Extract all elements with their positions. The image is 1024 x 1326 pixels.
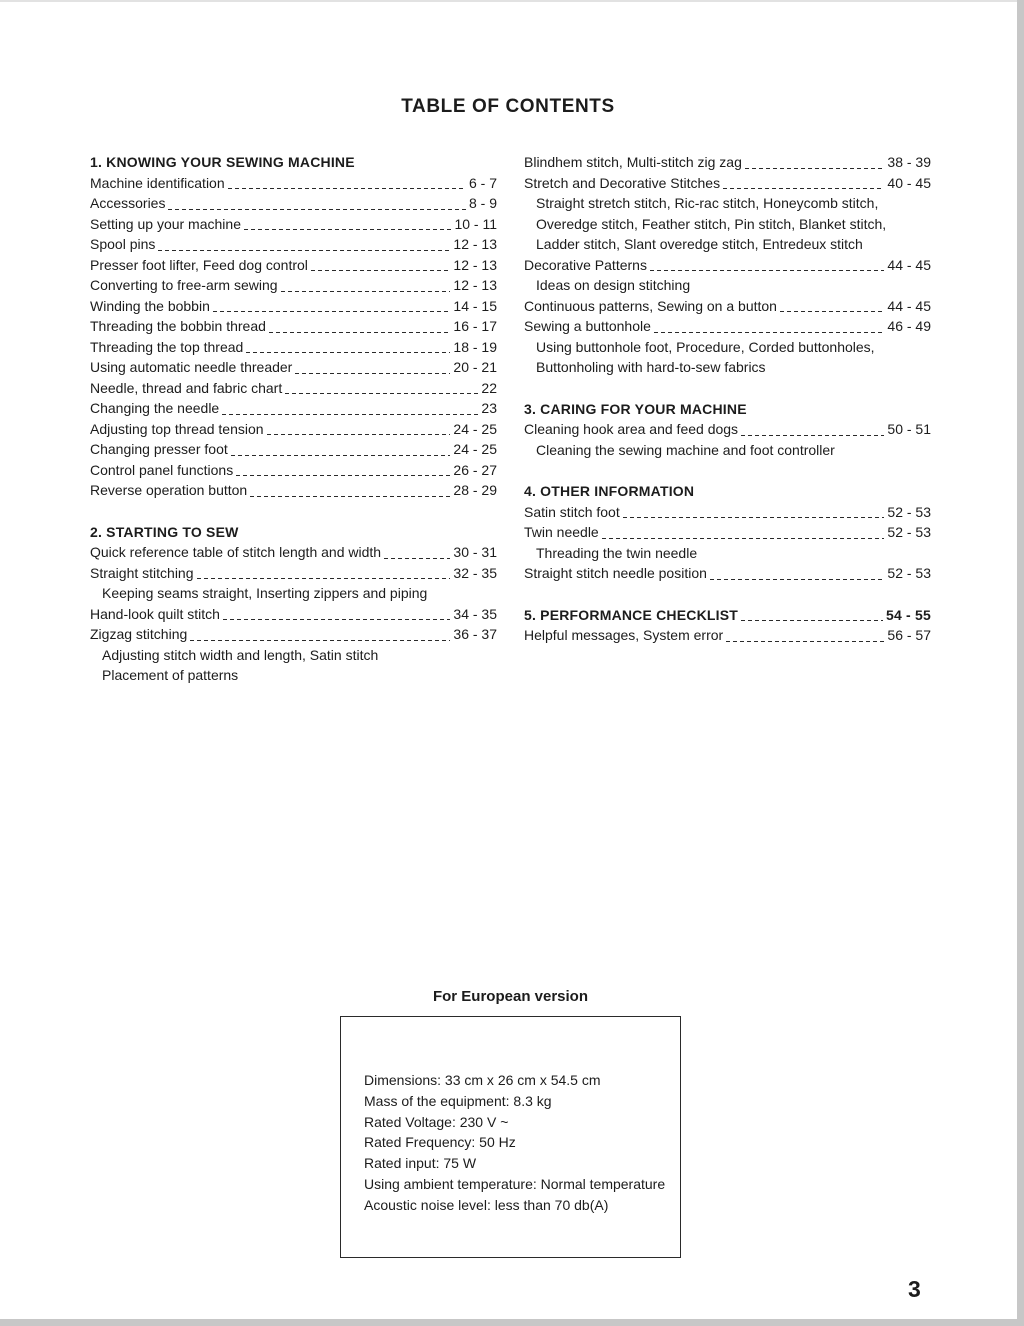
toc-entry-label: Spool pins xyxy=(90,236,156,252)
toc-sub-entry xyxy=(524,543,931,564)
toc-page-numbers: 16 - 17 xyxy=(453,318,497,334)
toc-entry-label: 3. CARING FOR YOUR MACHINE xyxy=(524,400,747,417)
toc-entry xyxy=(90,316,497,337)
toc-page-numbers: 6 - 7 xyxy=(468,174,497,191)
toc-entry-label: Keeping seams straight, Inserting zippers and piping xyxy=(102,585,428,601)
toc-leader xyxy=(158,250,450,251)
toc-entry xyxy=(90,173,497,194)
toc-page-numbers: 30 - 31 xyxy=(453,544,497,560)
toc-entry xyxy=(524,152,931,173)
toc-page-numbers: 32 - 35 xyxy=(453,564,497,581)
toc-entry xyxy=(524,173,931,194)
toc-entry xyxy=(90,378,497,399)
toc-page-numbers: 18 - 19 xyxy=(453,338,497,355)
spec-line: Rated input: 75 W xyxy=(364,1155,477,1172)
toc-page-numbers: 36 - 37 xyxy=(453,626,497,642)
toc-entry xyxy=(90,255,497,276)
toc-leader xyxy=(384,558,450,559)
toc-leader xyxy=(223,619,450,620)
toc-leader xyxy=(236,475,450,476)
toc-page-numbers: 8 - 9 xyxy=(468,195,497,211)
toc-leader xyxy=(654,332,885,333)
toc-leader xyxy=(269,332,450,333)
toc-leader xyxy=(650,270,884,271)
toc-page-numbers: 40 - 45 xyxy=(887,174,931,191)
toc-entry-label: Reverse operation button xyxy=(90,482,248,498)
toc-entry-label: Zigzag stitching xyxy=(90,626,188,642)
toc-entry-label: Placement of patterns xyxy=(102,667,239,683)
toc-entry-label: 2. STARTING TO SEW xyxy=(90,523,239,540)
spec-line: Using ambient temperature: Normal temperature xyxy=(364,1175,666,1192)
toc-leader xyxy=(222,414,478,415)
spec-box xyxy=(340,1016,681,1258)
toc-entry xyxy=(90,604,497,625)
toc-entry xyxy=(90,624,497,645)
toc-entry-label: Setting up your machine xyxy=(90,215,241,232)
toc-leader xyxy=(741,435,884,436)
toc-page-numbers: 12 - 13 xyxy=(453,277,497,293)
toc-entry-label: Decorative Patterns xyxy=(524,256,647,273)
toc-leader xyxy=(741,620,883,621)
toc-leader xyxy=(723,188,884,189)
toc-leader xyxy=(726,641,884,642)
toc-entry-label: Sewing a buttonhole xyxy=(524,318,651,334)
toc-entry-label: Twin needle xyxy=(524,524,599,540)
toc-page-numbers: 52 - 53 xyxy=(887,524,931,540)
toc-entry-label: Control panel functions xyxy=(90,461,234,478)
toc-entry-label: Winding the bobbin xyxy=(90,297,210,314)
toc-page-numbers: 34 - 35 xyxy=(453,605,497,622)
toc-entry xyxy=(90,357,497,378)
toc-page-numbers: 38 - 39 xyxy=(887,154,931,170)
toc-leader xyxy=(285,393,478,394)
toc-section-heading xyxy=(524,481,931,502)
toc-entry-label: Cleaning hook area and feed dogs xyxy=(524,421,739,437)
toc-entry-label: Continuous patterns, Sewing on a button xyxy=(524,297,777,314)
toc-sub-entry xyxy=(524,357,931,378)
toc-entry xyxy=(90,419,497,440)
toc-entry-label: 4. OTHER INFORMATION xyxy=(524,483,695,499)
toc-entry-label: Straight stretch stitch, Ric-rac stitch, Honeycomb stitch, xyxy=(536,195,879,211)
toc-leader xyxy=(267,434,451,435)
toc-entry-label: Helpful messages, System error xyxy=(524,627,724,643)
toc-entry-label: Machine identification xyxy=(90,174,225,191)
page-title: TABLE OF CONTENTS xyxy=(401,96,615,117)
toc-sub-entry xyxy=(524,193,931,214)
toc-entry xyxy=(524,625,931,646)
toc-entry xyxy=(90,337,497,358)
toc-entry xyxy=(90,234,497,255)
toc-column-left xyxy=(90,152,497,686)
toc-entry xyxy=(90,480,497,501)
toc-entry-label: 1. KNOWING YOUR SEWING MACHINE xyxy=(90,154,355,170)
toc-sub-entry xyxy=(90,645,497,666)
toc-entry-label: Overedge stitch, Feather stitch, Pin stitch, Blanket stitch, xyxy=(536,215,887,232)
toc-page-numbers: 46 - 49 xyxy=(887,318,931,334)
toc-sub-entry xyxy=(524,234,931,255)
toc-entry-label: Accessories xyxy=(90,195,166,211)
spec-line: Dimensions: 33 cm x 26 cm x 54.5 cm xyxy=(364,1072,601,1088)
toc-page-numbers: 24 - 25 xyxy=(453,441,497,457)
toc-entry-label: Using automatic needle threader xyxy=(90,359,293,375)
toc-leader xyxy=(244,229,451,230)
toc-entry-label: Cleaning the sewing machine and foot controller xyxy=(536,441,835,458)
toc-leader xyxy=(228,188,466,189)
toc-column-right xyxy=(524,152,931,686)
toc-page-numbers: 12 - 13 xyxy=(453,236,497,252)
toc-entry-label: Quick reference table of stitch length and width xyxy=(90,544,382,560)
toc-leader xyxy=(250,496,450,497)
toc-leader xyxy=(710,579,885,580)
toc-entry-label: Blindhem stitch, Multi-stitch zig zag xyxy=(524,154,742,170)
toc-entry xyxy=(524,316,931,337)
toc-entry-label: Threading the bobbin thread xyxy=(90,318,266,334)
scan-edge-right xyxy=(1017,0,1024,1326)
toc-section-heading xyxy=(90,522,497,543)
toc-page-numbers: 14 - 15 xyxy=(453,297,497,314)
toc-section-heading xyxy=(90,152,497,173)
toc-entry-label: Using buttonhole foot, Procedure, Corded buttonholes, xyxy=(536,338,875,355)
toc-entry xyxy=(90,542,497,563)
toc-leader xyxy=(602,538,885,539)
toc-entry-label: Changing presser foot xyxy=(90,441,228,457)
toc-entry-label: Buttonholing with hard-to-sew fabrics xyxy=(536,359,766,375)
toc-leader xyxy=(197,578,451,579)
toc-entry xyxy=(90,275,497,296)
toc-leader xyxy=(190,640,450,641)
toc-page-numbers: 52 - 53 xyxy=(887,565,931,581)
toc-page-numbers: 56 - 57 xyxy=(887,627,931,643)
toc-entry xyxy=(524,563,931,584)
toc-entry-label: Threading the top thread xyxy=(90,338,244,355)
table-of-contents xyxy=(90,152,931,686)
toc-entry-label: Stretch and Decorative Stitches xyxy=(524,174,721,191)
toc-entry-label: 5. PERFORMANCE CHECKLIST xyxy=(524,606,739,623)
toc-page-numbers: 52 - 53 xyxy=(887,503,931,520)
toc-page-numbers: 12 - 13 xyxy=(453,256,497,273)
toc-leader xyxy=(311,270,451,271)
toc-sub-entry xyxy=(524,337,931,358)
toc-entry xyxy=(524,522,931,543)
spec-line: Mass of the equipment: 8.3 kg xyxy=(364,1092,552,1109)
toc-entry xyxy=(90,296,497,317)
toc-page-numbers: 44 - 45 xyxy=(887,297,931,314)
spec-line: Acoustic noise level: less than 70 db(A) xyxy=(364,1196,609,1213)
toc-entry xyxy=(524,502,931,523)
toc-leader xyxy=(745,168,885,169)
toc-entry xyxy=(90,563,497,584)
scan-edge-top xyxy=(0,0,1024,2)
toc-section-heading xyxy=(524,605,931,626)
toc-page-numbers: 22 xyxy=(481,379,497,396)
toc-page-numbers: 24 - 25 xyxy=(453,420,497,437)
toc-entry xyxy=(90,214,497,235)
toc-entry xyxy=(90,460,497,481)
toc-entry-label: Ladder stitch, Slant overedge stitch, Entredeux stitch xyxy=(536,236,863,252)
toc-entry-label: Straight stitch needle position xyxy=(524,565,707,581)
toc-entry xyxy=(90,398,497,419)
toc-leader xyxy=(168,209,466,210)
toc-sub-entry xyxy=(524,440,931,461)
toc-page-numbers: 44 - 45 xyxy=(887,256,931,273)
toc-page-numbers: 10 - 11 xyxy=(454,215,497,232)
toc-page-numbers: 50 - 51 xyxy=(887,421,931,437)
toc-sub-entry xyxy=(524,275,931,296)
spec-line: Rated Frequency: 50 Hz xyxy=(364,1134,516,1151)
toc-leader xyxy=(281,291,451,292)
toc-entry xyxy=(524,419,931,440)
toc-sub-entry xyxy=(90,583,497,604)
toc-entry-label: Changing the needle xyxy=(90,400,220,416)
toc-entry-label: Straight stitching xyxy=(90,564,194,581)
toc-entry xyxy=(524,296,931,317)
toc-leader xyxy=(780,311,884,312)
toc-entry xyxy=(90,439,497,460)
toc-entry-label: Converting to free-arm sewing xyxy=(90,277,278,293)
toc-page-numbers: 28 - 29 xyxy=(453,482,497,498)
toc-section-heading xyxy=(524,399,931,420)
toc-entry-label: Hand-look quilt stitch xyxy=(90,605,220,622)
toc-entry xyxy=(524,255,931,276)
spec-line: Rated Voltage: 230 V ~ xyxy=(364,1113,509,1130)
toc-entry-label: Presser foot lifter, Feed dog control xyxy=(90,256,308,273)
scan-edge-bottom xyxy=(0,1319,1024,1326)
toc-entry-label: Needle, thread and fabric chart xyxy=(90,379,283,396)
toc-entry-label: Threading the twin needle xyxy=(536,544,698,561)
toc-entry xyxy=(90,193,497,214)
toc-entry-label: Satin stitch foot xyxy=(524,503,620,520)
toc-leader xyxy=(623,517,885,518)
toc-page-numbers: 20 - 21 xyxy=(453,359,497,375)
toc-leader xyxy=(246,352,450,353)
toc-entry-label: Ideas on design stitching xyxy=(536,277,691,293)
toc-page-numbers: 26 - 27 xyxy=(453,461,497,478)
toc-entry-label: Adjusting top thread tension xyxy=(90,420,264,437)
toc-leader xyxy=(231,455,451,456)
european-version-heading: For European version xyxy=(432,988,589,1005)
toc-sub-entry xyxy=(524,214,931,235)
page-number: 3 xyxy=(908,1276,921,1302)
toc-sub-entry xyxy=(90,665,497,686)
toc-page-numbers: 23 xyxy=(481,400,497,416)
toc-leader xyxy=(295,373,450,374)
toc-page-numbers: 54 - 55 xyxy=(886,606,931,623)
toc-leader xyxy=(213,311,451,312)
toc-entry-label: Adjusting stitch width and length, Satin stitch xyxy=(102,646,379,663)
